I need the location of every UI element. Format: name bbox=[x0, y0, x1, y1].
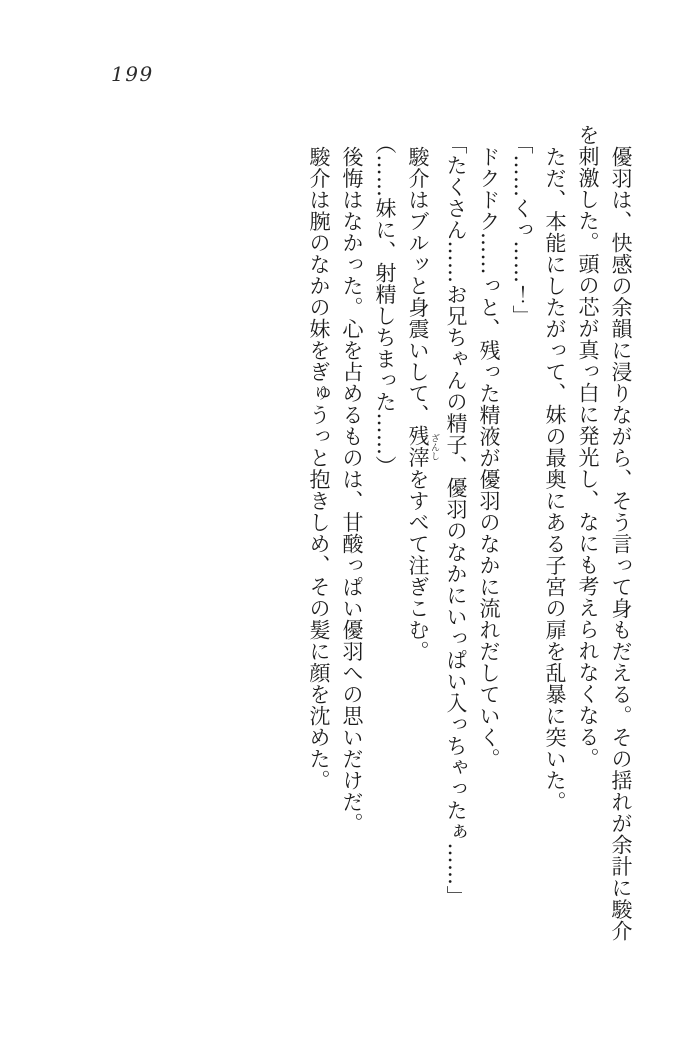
body-text bbox=[302, 124, 637, 946]
paragraph: （……妹に、射精しちまった……） bbox=[373, 133, 397, 477]
paragraph: 駿介は腕のなかの妹をぎゅうっと抱きしめ、その髪に顔を沈めた。 bbox=[307, 145, 331, 791]
paragraph: 「たくさん……お兄ちゃんの精子、優羽のなかにいっぱい入っちゃったぁ……」 bbox=[444, 133, 468, 907]
paragraph: 駿介はブルッと身震いして、残滓 ざんしをすべて注ぎこむ。 bbox=[406, 145, 439, 662]
paragraph: ドクドク……っと、残った精液が優羽のなかに流れだしていく。 bbox=[477, 145, 501, 769]
paragraph: 「……くっ……！」 bbox=[510, 133, 534, 327]
paragraph: 後悔はなかった。心を占めるものは、甘酸っぱい優羽への思いだけだ。 bbox=[340, 145, 364, 834]
ruby-annotated-word: 残滓 ざんし bbox=[406, 425, 439, 468]
paragraph: ただ、本能にしたがって、妹の最奥にある子宮の扉を乱暴に突いた。 bbox=[543, 145, 567, 812]
paragraph: 優羽は、快感の余韻に浸りながら、そう言って身もだえる。その揺れが余計に駿介を刺激した。頭の芯が真っ白に発光し、なにも考えられなくなる。 bbox=[576, 124, 633, 941]
furigana: ざんし bbox=[429, 425, 439, 468]
page-number: 199 bbox=[111, 62, 154, 86]
